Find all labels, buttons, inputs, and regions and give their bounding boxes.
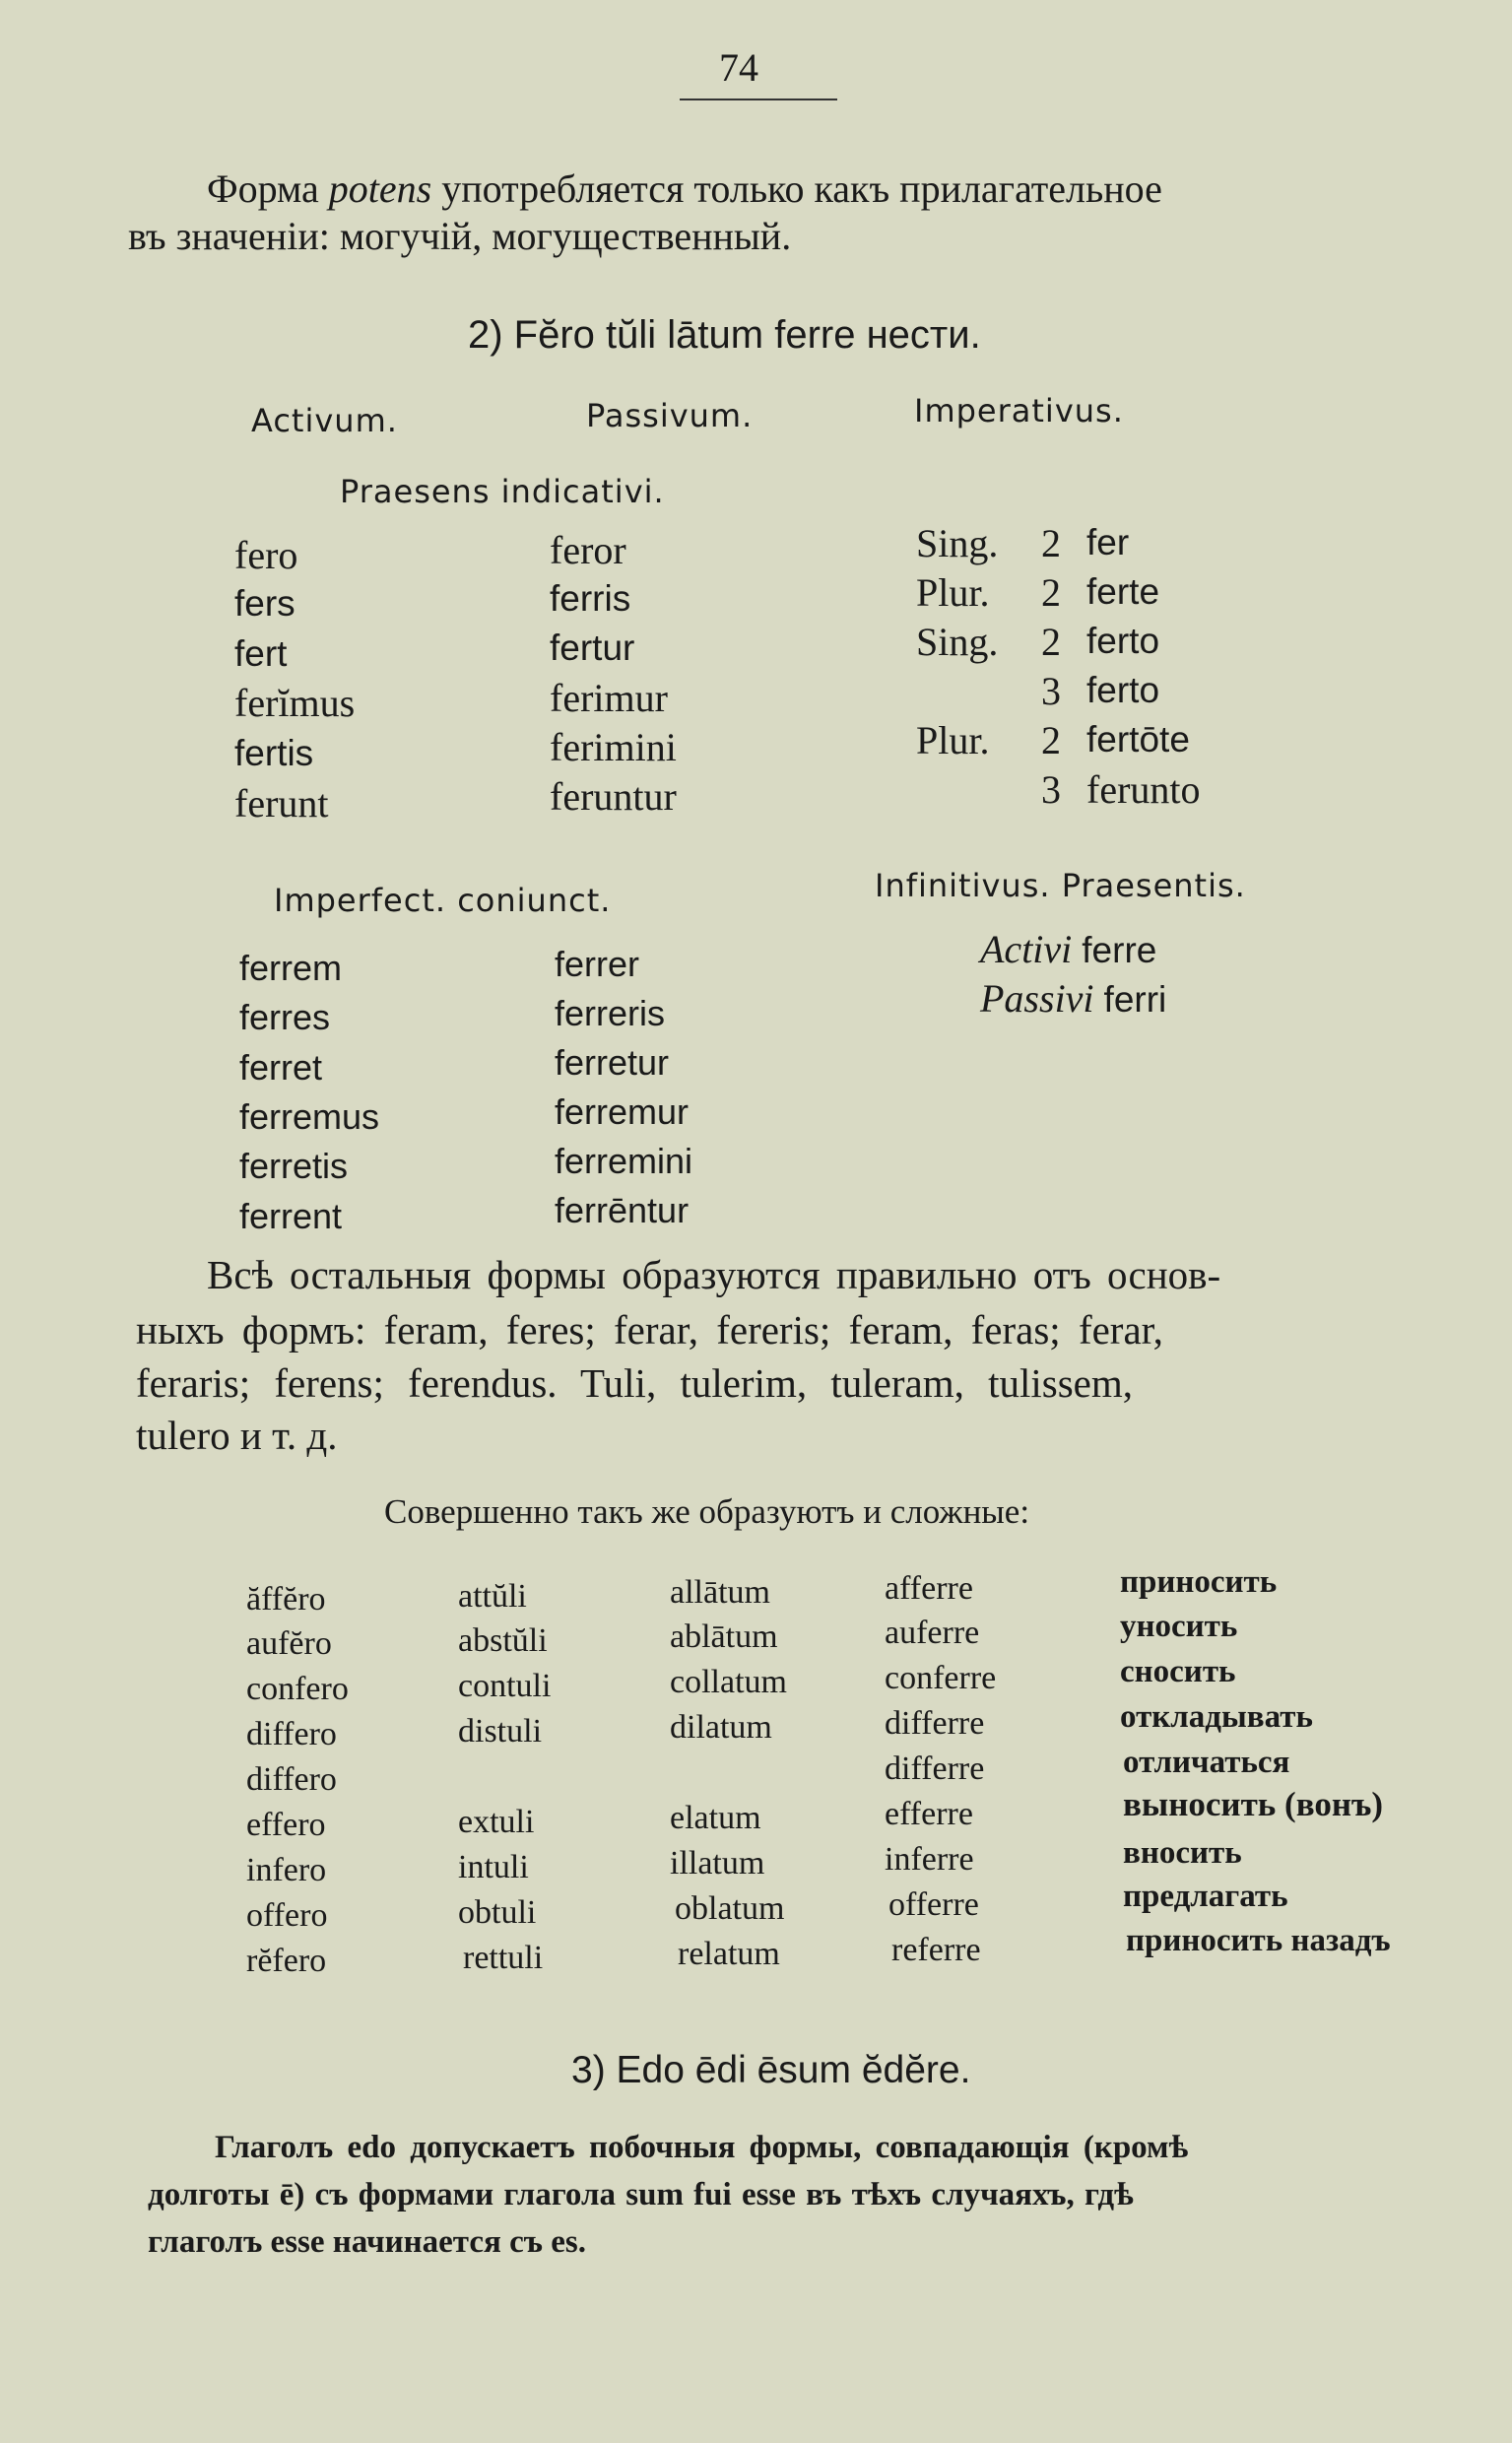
compound-cell: effero [246, 1807, 326, 1843]
compound-cell: differre [885, 1750, 985, 1787]
compound-cell: inferre [885, 1841, 974, 1878]
imperativus-form: fertōte [1086, 719, 1190, 759]
imperfect-activum-form: ferret [239, 1047, 323, 1088]
intro-line-2: въ значеніи: могучій, могущественный. [128, 214, 792, 258]
intro-text: употребляется только какъ прилагательное [441, 166, 1162, 211]
compound-cell: oblatum [675, 1890, 785, 1927]
rest-line-1: Всѣ остальныя формы образуются правильно отъ основ- [207, 1252, 1221, 1297]
compound-cell: illatum [670, 1845, 765, 1882]
header-passivum: Passivum. [586, 397, 754, 434]
imperativus-number: 2 [1041, 718, 1061, 762]
header-activum: Activum. [251, 402, 398, 439]
imperfect-passivum-form: ferremur [555, 1091, 690, 1132]
compound-cell: rĕfero [246, 1943, 327, 1979]
compound-cell: aufĕro [246, 1625, 332, 1662]
imperativus-form: ferunto [1086, 767, 1201, 812]
compound-cell: confero [246, 1671, 349, 1707]
praesens-activum-form: fero [234, 533, 298, 577]
intro-text: Форма [207, 166, 319, 211]
compound-meaning: сносить [1120, 1654, 1236, 1689]
compounds-title: Совершенно такъ же образуютъ и сложные: [384, 1492, 1030, 1531]
praesens-activum-form: fert [234, 633, 288, 674]
compound-cell: auferre [885, 1615, 980, 1651]
compound-cell: conferre [885, 1660, 997, 1696]
praesens-activum-form: fers [234, 583, 296, 624]
imperfect-title: Imperfect. coniunct. [274, 882, 612, 919]
compound-meaning: приносить назадъ [1126, 1923, 1391, 1958]
praesens-activum-form: ferunt [234, 781, 329, 825]
imperativus-number: 2 [1041, 620, 1061, 664]
praesens-passivum-form: feror [550, 528, 626, 572]
compound-meaning: приносить [1120, 1564, 1278, 1600]
section-3-line-1: Глаголъ edo допускаетъ побочныя формы, совпадающія (кромѣ [215, 2130, 1189, 2165]
infinitivus-form: ferri [1103, 979, 1167, 1020]
compound-cell: extuli [458, 1804, 535, 1840]
rest-line-2: ныхъ формъ: feram, feres; ferar, fereris; feram, feras; ferar, [136, 1307, 1163, 1353]
imperfect-activum-form: ferretis [239, 1146, 349, 1186]
compound-cell: collatum [670, 1664, 787, 1700]
imperativus-form: ferto [1086, 670, 1160, 710]
compound-cell: dilatum [670, 1709, 772, 1746]
compound-cell: efferre [885, 1796, 973, 1832]
infinitivus-label: Activi [980, 927, 1073, 971]
imperativus-number: 2 [1041, 521, 1061, 565]
praesens-activum-form: ferĭmus [234, 681, 356, 725]
compound-meaning: вносить [1123, 1835, 1242, 1871]
section-3-line-2: долготы ē) съ формами глагола sum fui esse въ тѣхъ случаяхъ, гдѣ [148, 2177, 1134, 2212]
imperfect-passivum-form: ferrēntur [555, 1190, 690, 1230]
imperativus-number: 2 [1041, 570, 1061, 615]
compound-cell: allātum [670, 1574, 770, 1611]
imperativus-form: fer [1086, 522, 1130, 562]
praesens-passivum-form: ferimini [550, 725, 677, 769]
compound-cell: differo [246, 1761, 337, 1798]
imperfect-activum-form: ferrent [239, 1196, 343, 1236]
rest-line-3: feraris; ferens; ferendus. Tuli, tulerim, tuleram, tulissem, [136, 1360, 1134, 1406]
compound-cell: elatum [670, 1800, 761, 1836]
compound-cell: infero [246, 1852, 327, 1888]
imperfect-passivum-form: ferremini [555, 1141, 693, 1181]
imperativus-label: Sing. [916, 620, 999, 664]
page-number-rule [680, 99, 837, 100]
compound-meaning: откладывать [1120, 1699, 1313, 1735]
compound-meaning: отличаться [1123, 1745, 1290, 1780]
compound-cell: contuli [458, 1668, 552, 1704]
praesens-passivum-form: ferimur [550, 676, 668, 720]
praesens-activum-form: fertis [234, 733, 314, 773]
rest-line-4: tulero и т. д. [136, 1413, 338, 1458]
header-imperativus: Imperativus. [914, 392, 1124, 429]
imperfect-passivum-form: ferretur [555, 1042, 670, 1083]
imperativus-number: 3 [1041, 767, 1061, 812]
imperfect-activum-form: ferremus [239, 1096, 380, 1137]
imperativus-number: 3 [1041, 669, 1061, 713]
page-number: 74 [719, 45, 758, 90]
compound-meaning: предлагать [1123, 1879, 1288, 1914]
praesens-title: Praesens indicativi. [340, 473, 665, 510]
imperfect-activum-form: ferres [239, 997, 331, 1037]
compound-meaning: выносить (вонъ) [1123, 1785, 1384, 1823]
imperfect-passivum-form: ferrer [555, 944, 640, 984]
intro-italic-word: potens [328, 166, 432, 211]
imperativus-form: ferte [1086, 571, 1160, 612]
infinitivus-passivi [980, 975, 1166, 1022]
imperfect-activum-form: ferrem [239, 948, 343, 988]
compound-cell: afferre [885, 1570, 973, 1607]
compound-cell: differre [885, 1705, 985, 1742]
compound-cell: referre [891, 1932, 981, 1968]
section-3-title: 3) Edo ēdi ēsum ĕdĕre. [571, 2049, 971, 2091]
praesens-passivum-form: feruntur [550, 774, 677, 819]
compound-cell: relatum [678, 1936, 780, 1972]
compound-cell: intuli [458, 1849, 529, 1885]
infinitivus-form: ferre [1082, 930, 1157, 970]
imperativus-label: Plur. [916, 718, 990, 762]
compound-cell: attŭli [458, 1578, 527, 1615]
compound-meaning: уносить [1120, 1609, 1238, 1644]
compound-cell: offerre [888, 1886, 979, 1923]
compound-cell: offero [246, 1897, 328, 1934]
compound-cell: ablātum [670, 1618, 778, 1655]
infinitivus-activi [980, 926, 1156, 972]
compound-cell: ăffĕro [246, 1581, 326, 1618]
imperativus-label: Sing. [916, 521, 999, 565]
infinitivus-title: Infinitivus. Praesentis. [875, 867, 1246, 904]
section-3-line-3: глаголъ esse начинается съ es. [148, 2224, 587, 2260]
praesens-passivum-form: ferris [550, 578, 631, 619]
imperfect-passivum-form: ferreris [555, 993, 666, 1033]
imperativus-form: ferto [1086, 621, 1160, 661]
compound-cell: distuli [458, 1713, 543, 1750]
praesens-passivum-form: fertur [550, 627, 635, 668]
compound-cell: differo [246, 1716, 337, 1752]
infinitivus-label: Passivi [980, 976, 1094, 1021]
section-2-title: 2) Fĕro tŭli lātum ferre нести. [468, 313, 981, 357]
compound-cell: rettuli [463, 1940, 544, 1976]
compound-cell: abstŭli [458, 1622, 548, 1659]
imperativus-label: Plur. [916, 570, 990, 615]
compound-cell: obtuli [458, 1894, 537, 1931]
